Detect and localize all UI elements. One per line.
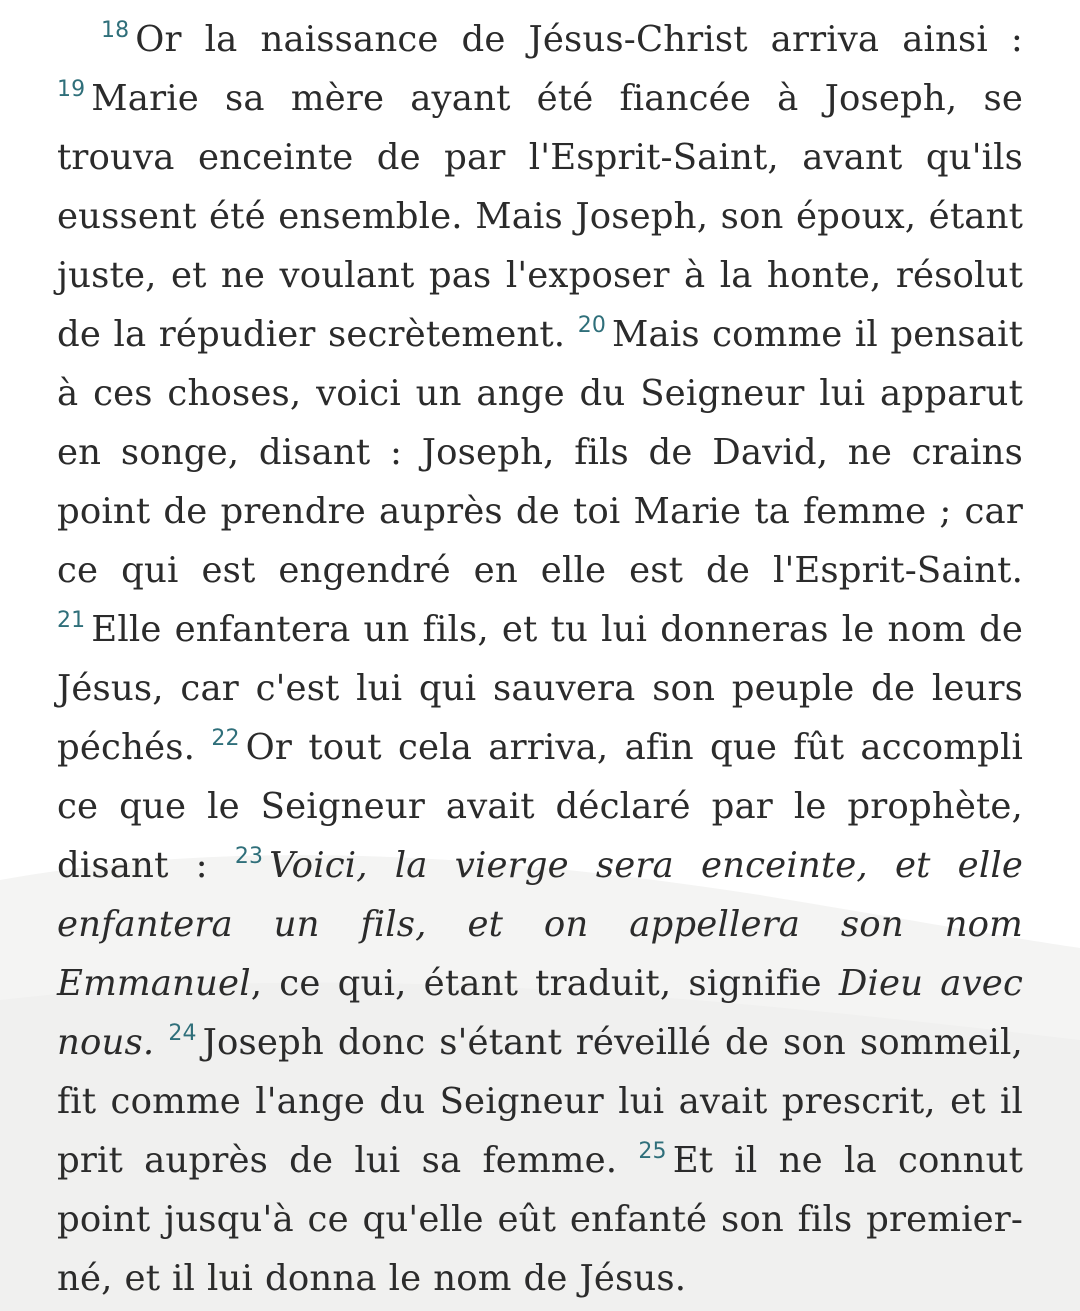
verse-number: 20 [577, 313, 606, 339]
verse-number: 21 [57, 608, 86, 634]
verse-number: 19 [57, 77, 86, 103]
verse-number: 23 [234, 844, 264, 870]
verse-text: Or tout cela arriva, afin que fût accompli ce que le Seigneur avait déclaré par le prophète, disant : [57, 727, 1024, 886]
verse-text: Or la naissance de Jésus-Christ arriva ainsi : [135, 19, 1023, 60]
verse-text: Mais comme il pensait à ces choses, voici un ange du Seigneur lui apparut en songe, disant : Joseph, fils de David, ne crains point de prendre auprès de toi Marie ta femme ; car ce qui est engendré en elle est de l'Esprit-Saint. [57, 314, 1023, 591]
verse-text: Et il ne la connut point jusqu'à ce qu'elle eût enfanté son fils premier-né, et il lui donna le nom de Jésus. [57, 1140, 1024, 1299]
bible-passage [57, 10, 1023, 1308]
verse-number: 24 [168, 1021, 197, 1047]
verse-number: 22 [211, 726, 240, 752]
verse-number: 25 [638, 1139, 667, 1165]
verse-text: Elle enfantera un fils, et tu lui donneras le nom de Jésus, car c'est lui qui sauvera son peuple de leurs péchés. [57, 609, 1023, 768]
verse-text: Joseph donc s'étant réveillé de son sommeil, fit comme l'ange du Seigneur lui avait prescrit, et il prit auprès de lui sa femme. [57, 1022, 1023, 1181]
verse-number: 18 [101, 18, 130, 44]
verse-quote-text: Dieu avec nous. [57, 963, 1024, 1063]
verse-quote-text: Voici, la vierge sera enceinte, et elle enfantera un fils, et on appellera son nom Emmanuel [57, 845, 1023, 1004]
verse-text: , ce qui, étant traduit, signifie [250, 963, 839, 1004]
verse-text: Marie sa mère ayant été fiancée à Joseph, se trouva enceinte de par l'Esprit-Saint, avant qu'ils eussent été ensemble. Mais Joseph, son époux, étant juste, et ne voulant pas l'exposer à la honte, résolut de la répudier secrètement. [57, 78, 1023, 355]
